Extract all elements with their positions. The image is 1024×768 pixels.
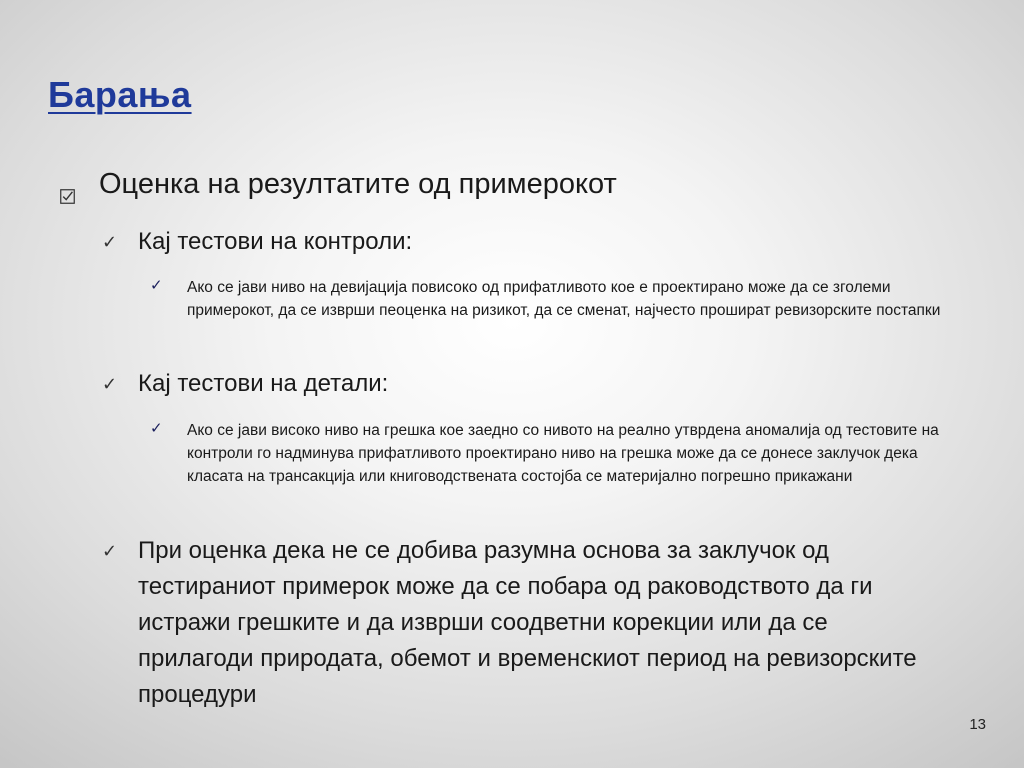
detail-tests-detail (150, 419, 957, 488)
page-number: 13 (969, 716, 986, 733)
checkmark-icon: ✓ (102, 541, 118, 561)
checkmark-icon: ✓ (150, 277, 163, 294)
detail-tests-bullet (102, 366, 938, 402)
detail-tests-detail-text: Ако се јави високо ниво на грешка кое заедно со нивото на реално утврдена аномалија од тестовите на контроли го надминува прифатливото проектирано ниво на грешка може да се донесе заклучок дека класата на трансакција или книговодствената состојба се материјално погрешно прикажани (187, 422, 939, 485)
checkmark-icon: ✓ (150, 420, 163, 437)
control-tests-label: Кај тестови на контроли: (138, 228, 413, 255)
main-bullet-text: Оценка на резултатите од примерокот (99, 168, 617, 200)
checkbox-checked-icon (60, 177, 75, 213)
checkmark-icon: ✓ (102, 232, 118, 252)
slide-title: Барања (48, 74, 192, 115)
conclusion-text: При оценка дека не се добива разумна основа за заклучок од тестираниот примерок може да се побара од раководството да ги истражи грешките и да изврши соодветни корекции или да се прилагоди природата, обемот и временскиот период на ревизорските процедури (138, 537, 917, 708)
control-tests-bullet (102, 224, 938, 260)
control-tests-detail (150, 276, 957, 322)
conclusion-bullet (102, 533, 938, 713)
detail-tests-label: Кај тестови на детали: (138, 370, 389, 397)
control-tests-detail-text: Ако се јави ниво на девијација повисоко од прифатливото кое е проектирано може да се зголеми примерокот, да се изврши пеоценка на ризикот, да се сменат, најчесто прошират ревизорските постапки (187, 279, 941, 319)
checkmark-icon: ✓ (102, 374, 118, 394)
main-bullet (60, 166, 617, 213)
